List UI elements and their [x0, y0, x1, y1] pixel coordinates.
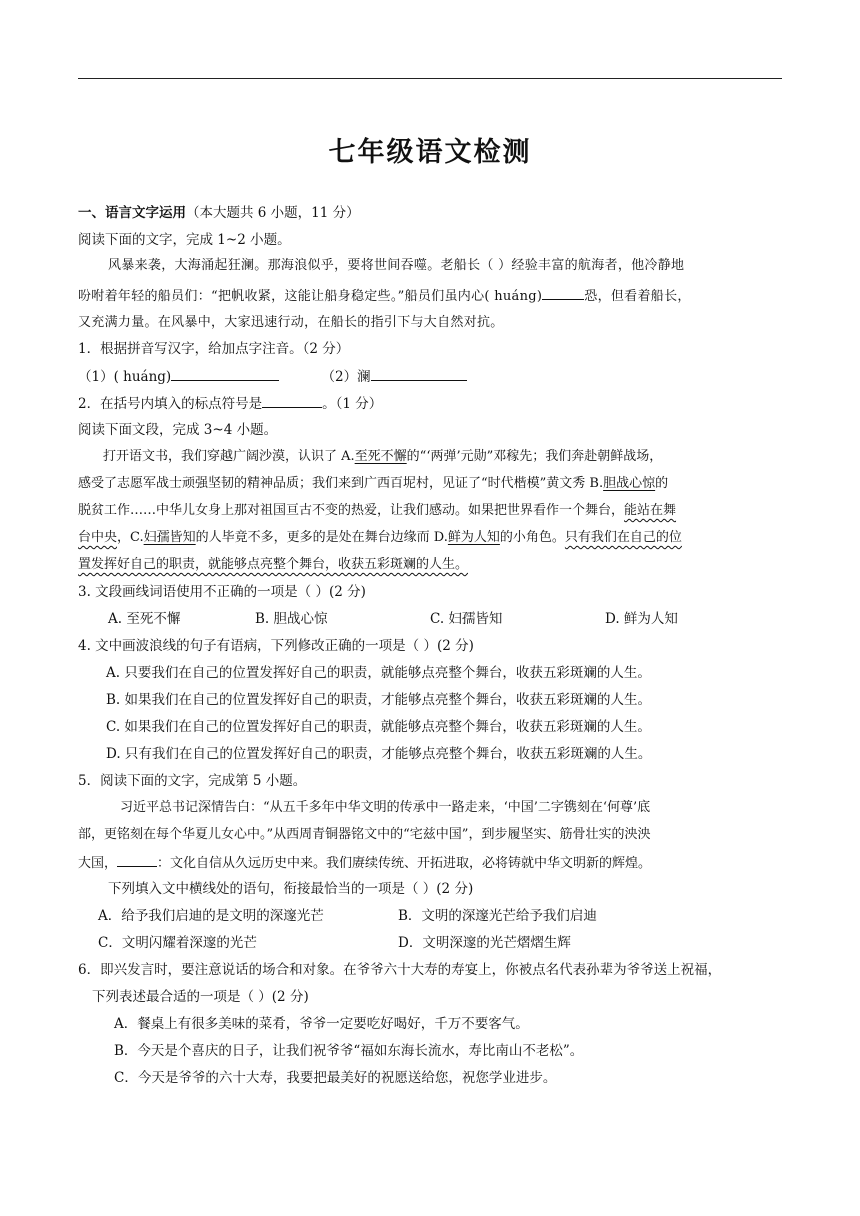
q5-option-c[interactable]: C．文明闪耀着深邃的光芒	[98, 935, 257, 951]
question-3-stem: 3. 文段画线词语使用不正确的一项是（ ）(2 分)	[78, 584, 366, 600]
q5-passage-line: 习近平总书记深情告白：“从五千多年中华文明的传承中一路走来，‘中国’二字镌刻在‘何尊’底	[120, 800, 651, 815]
q5-option-a[interactable]: A．给予我们启迪的是文明的深邃光芒	[98, 908, 324, 924]
passage1-line: 又充满力量。在风暴中，大家迅速行动，在船长的指引下与大自然对抗。	[78, 315, 504, 330]
passage2-line	[78, 528, 682, 548]
q2-stem: 2．在括号内填入的标点符号是	[78, 396, 263, 412]
question-6-stem: 下列表述最合适的一项是（ ）(2 分)	[92, 989, 309, 1005]
passage1-line	[78, 285, 691, 307]
passage2-line	[103, 447, 662, 467]
q3-option-b[interactable]: B. 胆战心惊	[255, 611, 328, 627]
q5-option-b[interactable]: B．文明的深邃光芒给予我们启迪	[398, 908, 597, 924]
question-1-stem: 1．根据拼音写汉字，给加点字注音。（2 分）	[78, 341, 350, 357]
q5-passage-text: ：文化自信从久远历史中来。我们赓续传统、开拓进取，必将铸就中华文明新的辉煌。	[157, 856, 652, 871]
header-rule	[78, 78, 782, 79]
underlined-term: 至死不懈	[354, 449, 407, 464]
q1-part1-blank[interactable]	[171, 366, 279, 381]
q4-option-a[interactable]: A. 只要我们在自己的位置发挥好自己的职责，就能够点亮整个舞台，收获五彩斑斓的人生。	[106, 665, 651, 681]
q3-option-a[interactable]: A. 至死不懈	[108, 611, 181, 627]
question-2	[78, 393, 382, 414]
q5-option-d[interactable]: D．文明深邃的光芒熠熠生辉	[398, 935, 571, 951]
wavy-sentence: 置发挥好自己的职责，就能够点亮整个舞台，收获五彩斑斓的人生。	[78, 557, 469, 572]
question-5-intro: 5．阅读下面的文字，完成第 5 小题。	[78, 773, 307, 789]
reading-instruction: 阅读下面的文字，完成 1~2 小题。	[78, 232, 291, 248]
q6-option-b[interactable]: B．今天是个喜庆的日子，让我们祝爷爷“福如东海长流水，寿比南山不老松”。	[114, 1043, 584, 1059]
reading-instruction: 阅读下面文段，完成 3~4 小题。	[78, 422, 278, 438]
q5-passage-text: 大国，	[78, 856, 118, 871]
underlined-term: 胆战心惊	[603, 476, 656, 491]
q6-option-a[interactable]: A．餐桌上有很多美味的菜肴，爷爷一定要吃好喝好，千万不要客气。	[114, 1016, 529, 1032]
page-title: 七年级语文检测	[328, 137, 532, 168]
question-4-stem: 4. 文中画波浪线的句子有语病，下列修改正确的一项是（ ）(2 分)	[78, 638, 474, 654]
wavy-sentence: 只有我们在自己的位	[564, 530, 682, 545]
q4-option-c[interactable]: C. 如果我们在自己的位置发挥好自己的职责，就能够点亮整个舞台，收获五彩斑斓的人生。	[106, 719, 651, 735]
wavy-sentence: 能站在舞	[624, 503, 677, 518]
q3-option-d[interactable]: D. 鲜为人知	[605, 611, 678, 627]
passage2-text: 的小角色。	[499, 530, 565, 545]
question-5-stem: 下列填入文中横线处的语句，衔接最恰当的一项是（ ）(2 分)	[108, 881, 474, 897]
wavy-sentence: 台中央	[78, 530, 118, 545]
section-heading	[78, 203, 360, 223]
passage2-text: 脱贫工作……中华儿女身上那对祖国亘古不变的热爱，让我们感动。如果把世界看作一个舞台，	[78, 503, 625, 518]
answer-blank[interactable]	[542, 285, 584, 300]
passage1-line: 风暴来袭，大海涌起狂澜。那海浪似乎，要将世间吞噬。老船长（ ）经验丰富的航海者，他冷静地	[108, 258, 685, 273]
underlined-term: 妇孺皆知	[143, 530, 196, 545]
q1-part1-label: （1）( huáng)	[78, 369, 172, 385]
section-title: 一、语言文字运用	[78, 205, 186, 221]
passage2-text: ，C.	[117, 530, 144, 545]
q5-passage-line: 部，更铭刻在每个华夏儿女心中。”从西周青铜器铭文中的“宅兹中国”，到步履坚实、筋骨壮实的泱泱	[78, 827, 651, 842]
q4-option-d[interactable]: D. 只有我们在自己的位置发挥好自己的职责，才能够点亮整个舞台，收获五彩斑斓的人生。	[106, 746, 652, 762]
passage2-text: 的	[655, 476, 669, 491]
q5-passage-line	[78, 852, 651, 874]
passage2-line	[78, 501, 676, 521]
underlined-term: 鲜为人知	[447, 530, 500, 545]
passage2-text: 感受了志愿军战士顽强坚韧的精神品质；我们来到广西百坭村，见证了“时代楷模”黄文秀 B.	[78, 476, 604, 491]
q1-part2-label: （2）澜	[321, 369, 371, 385]
section-note: （本大题共 6 小题，11 分）	[186, 205, 360, 221]
q1-part2-blank[interactable]	[371, 366, 467, 381]
q2-blank[interactable]	[262, 393, 322, 408]
passage2-line	[78, 555, 468, 575]
q2-points: 。（1 分）	[322, 396, 383, 412]
question-1-answers	[78, 366, 467, 387]
passage2-line	[78, 474, 668, 494]
passage1-text: 恐，但看着船长，	[584, 289, 691, 304]
q4-option-b[interactable]: B. 如果我们在自己的位置发挥好自己的职责，才能够点亮整个舞台，收获五彩斑斓的人生。	[106, 692, 652, 708]
q5-blank[interactable]	[117, 852, 157, 867]
question-6-stem: 6．即兴发言时，要注意说话的场合和对象。在爷爷六十大寿的寿宴上，你被点名代表孙辈为爷爷送上祝福，	[78, 962, 722, 978]
passage2-text: 的人毕竟不多，更多的是处在舞台边缘而 D.	[195, 530, 448, 545]
q3-option-c[interactable]: C. 妇孺皆知	[430, 611, 503, 627]
passage2-text: 打开语文书，我们穿越广阔沙漠，认识了 A.	[103, 449, 355, 464]
q6-option-c[interactable]: C．今天是爷爷的六十大寿，我要把最美好的祝愿送给您，祝您学业进步。	[114, 1070, 557, 1086]
passage2-text: 的“‘两弹’元勋”邓稼先；我们奔赴朝鲜战场，	[406, 449, 663, 464]
passage1-text: 吩咐着年轻的船员们：“把帆收紧，这能让船身稳定些。”船员们虽内心( huáng)	[78, 289, 543, 304]
